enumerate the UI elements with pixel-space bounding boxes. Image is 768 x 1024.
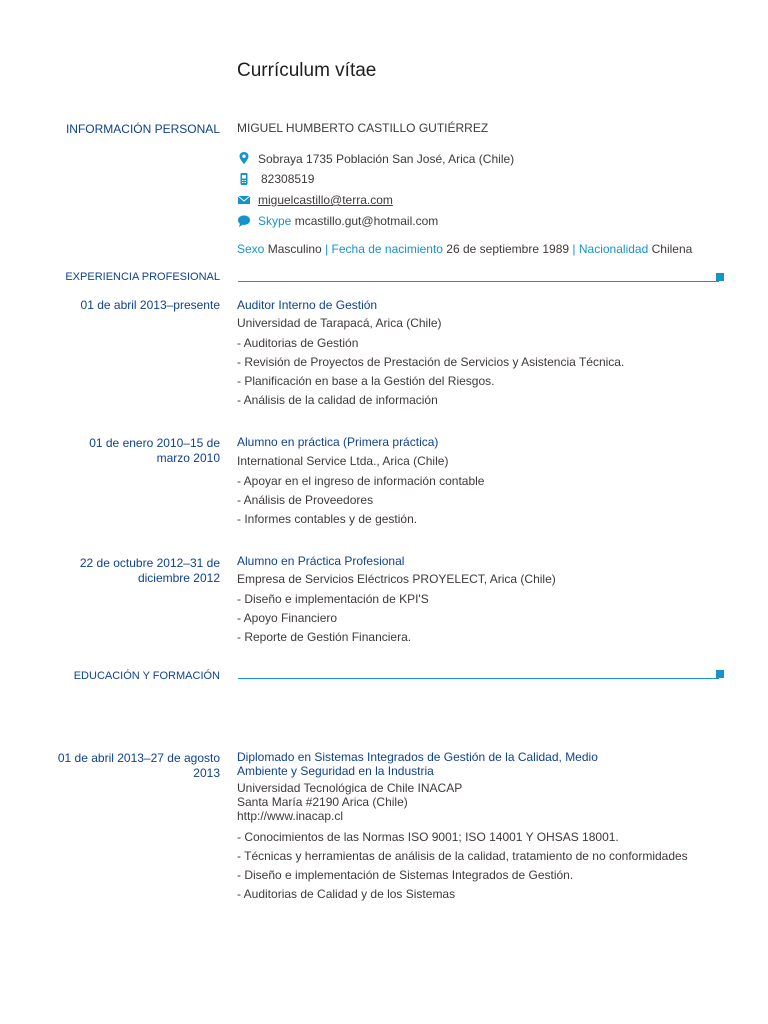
phone: 82308519 — [261, 172, 315, 186]
job-duty: - Apoyo Financiero — [237, 611, 338, 625]
section-divider — [238, 281, 719, 282]
email-icon — [237, 193, 251, 212]
education-date: 01 de abril 2013–27 de agosto 2013 — [57, 751, 220, 780]
education-institution: Universidad Tecnológica de Chile INACAP — [237, 781, 463, 795]
job-duty: - Revisión de Proyectos de Prestación de Servicios y Asistencia Técnica. — [237, 355, 625, 369]
job-title: Auditor Interno de Gestión — [237, 298, 378, 312]
job-date: 01 de enero 2010–15 de marzo 2010 — [89, 436, 220, 465]
job-organization: International Service Ltda., Arica (Chile) — [237, 454, 449, 468]
mobile-phone-icon — [237, 172, 251, 191]
location-pin-icon — [237, 151, 251, 170]
job-duty: - Apoyar en el ingreso de información contable — [237, 474, 485, 488]
job-duty: - Auditorias de Gestión — [237, 336, 359, 350]
email-link[interactable]: miguelcastillo@terra.com — [258, 193, 393, 207]
job-date: 01 de abril 2013–presente — [80, 298, 220, 312]
separator: | — [325, 242, 329, 256]
skype-line — [258, 214, 438, 228]
job-organization: Universidad de Tarapacá, Arica (Chile) — [237, 316, 442, 330]
education-item: - Técnicas y herramientas de análisis de la calidad, tratamiento de no conformidades — [237, 849, 688, 863]
section-divider-marker — [716, 273, 724, 281]
job-title: Alumno en Práctica Profesional — [237, 554, 405, 568]
education-item: - Auditorias de Calidad y de los Sistemas — [237, 887, 456, 901]
job-title: Alumno en práctica (Primera práctica) — [237, 435, 439, 449]
skype-id: mcastillo.gut@hotmail.com — [294, 214, 439, 228]
job-duty: - Informes contables y de gestión. — [237, 512, 418, 526]
job-duty: - Planificación en base a la Gestión del Riesgos. — [237, 374, 495, 388]
job-duty: - Diseño e implementación de KPI'S — [237, 592, 429, 606]
chat-bubble-icon — [237, 214, 251, 233]
job-organization: Empresa de Servicios Eléctricos PROYELECT, Arica (Chile) — [237, 572, 556, 586]
sex-label: Sexo — [237, 242, 265, 256]
dob-value: 26 de septiembre 1989 — [446, 242, 570, 256]
education-item: - Conocimientos de las Normas ISO 9001; ISO 14001 Y OHSAS 18001. — [237, 830, 619, 844]
job-date: 22 de octubre 2012–31 de diciembre 2012 — [79, 556, 220, 585]
separator: | — [572, 242, 576, 256]
job-duty: - Reporte de Gestión Financiera. — [237, 630, 412, 644]
nationality-value: Chilena — [651, 242, 693, 256]
education-title: Diplomado en Sistemas Integrados de Gestión de la Calidad, Medio Ambiente y Seguridad en la Industria — [237, 750, 598, 778]
section-label-experience: EXPERIENCIA PROFESIONAL — [65, 271, 220, 283]
sex-value: Masculino — [267, 242, 322, 256]
personal-details-line — [237, 242, 692, 256]
section-label-education: EDUCACIÓN Y FORMACIÓN — [73, 670, 220, 682]
section-divider — [238, 678, 719, 679]
dob-label: Fecha de nacimiento — [331, 242, 443, 256]
section-label-personal: INFORMACIÓN PERSONAL — [65, 122, 220, 136]
person-name: MIGUEL HUMBERTO CASTILLO GUTIÉRREZ — [237, 121, 489, 135]
job-duty: - Análisis de la calidad de información — [237, 393, 438, 407]
skype-label: Skype — [258, 214, 292, 228]
education-address: Santa María #2190 Arica (Chile) — [237, 795, 408, 809]
nationality-label: Nacionalidad — [578, 242, 649, 256]
page-title: Currículum vítae — [237, 60, 377, 81]
education-item: - Diseño e implementación de Sistemas Integrados de Gestión. — [237, 868, 574, 882]
job-duty: - Análisis de Proveedores — [237, 493, 374, 507]
address: Sobraya 1735 Población San José, Arica (Chile) — [258, 152, 515, 166]
education-website-link[interactable]: http://www.inacap.cl — [237, 809, 344, 823]
section-divider-marker — [716, 670, 724, 678]
